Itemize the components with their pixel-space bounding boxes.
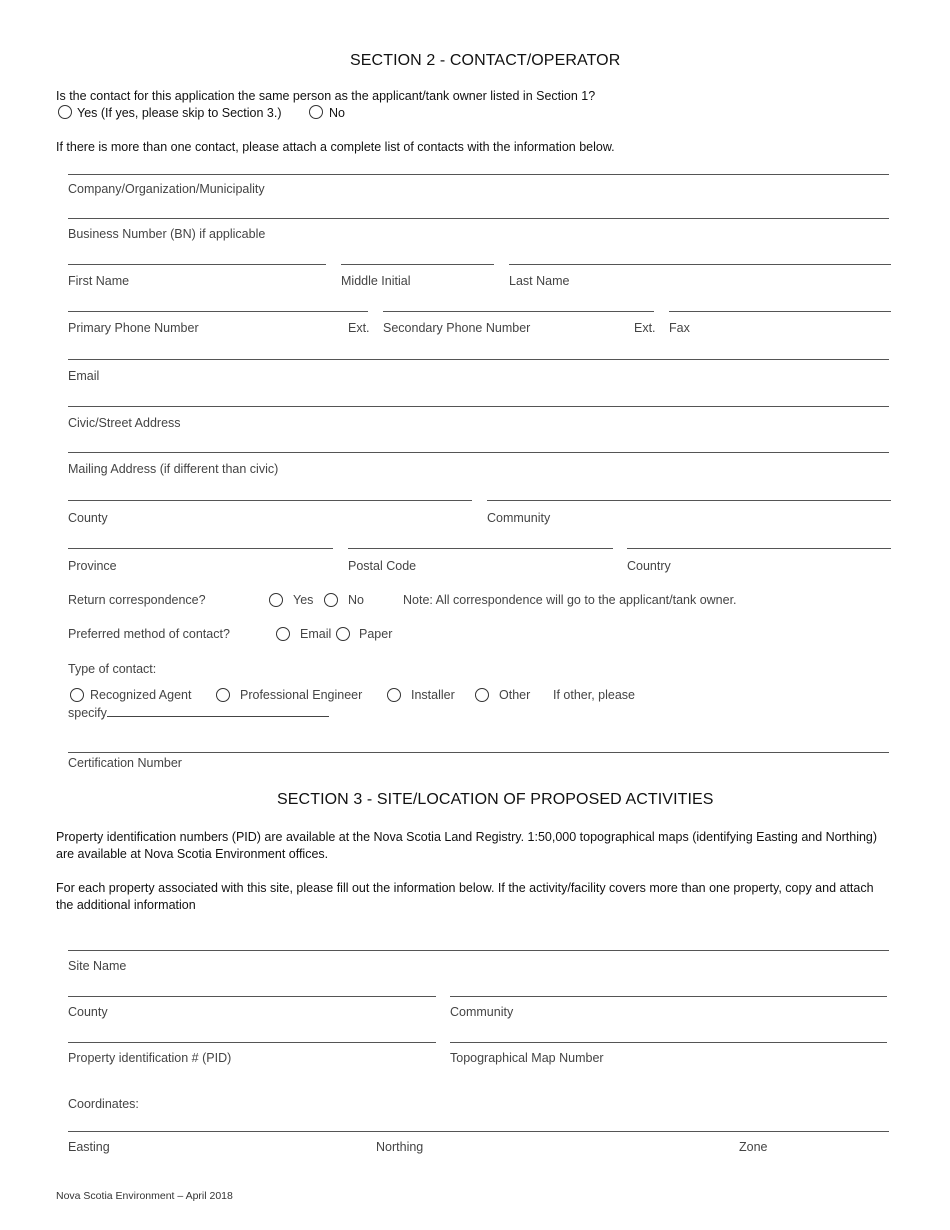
topo-map-input-line[interactable] [450, 1042, 887, 1043]
country-label: Country [627, 559, 671, 573]
fax-label: Fax [669, 321, 690, 335]
primary-phone-label: Primary Phone Number [68, 321, 199, 335]
preferred-contact-email-radio[interactable] [276, 627, 290, 641]
preferred-contact-email-label: Email [300, 627, 332, 641]
site-county-label: County [68, 1005, 108, 1019]
preferred-contact-paper-radio[interactable] [336, 627, 350, 641]
preferred-contact-label: Preferred method of contact? [68, 627, 230, 641]
certification-number-label: Certification Number [68, 756, 182, 770]
return-correspondence-no-label: No [348, 593, 364, 607]
site-county-input-line[interactable] [68, 996, 436, 997]
section3-para-instructions: For each property associated with this site, please fill out the information below. If the activity/facility covers more than one property, copy and attach the additional information [56, 881, 874, 912]
business-number-input-line[interactable] [68, 218, 889, 219]
site-community-input-line[interactable] [450, 996, 887, 997]
last-name-label: Last Name [509, 274, 570, 288]
type-recognized-agent-radio[interactable] [70, 688, 84, 702]
specify-input-line[interactable] [107, 705, 329, 717]
first-name-label: First Name [68, 274, 130, 288]
type-other-prompt: If other, please [553, 688, 636, 702]
section3-title: SECTION 3 - SITE/LOCATION OF PROPOSED ACTIVITIES [277, 791, 714, 808]
type-professional-engineer-radio[interactable] [216, 688, 230, 702]
pid-input-line[interactable] [68, 1042, 436, 1043]
pid-label: Property identification # (PID) [68, 1051, 232, 1065]
coordinates-label: Coordinates: [68, 1097, 139, 1111]
middle-initial-input-line[interactable] [341, 264, 494, 265]
country-input-line[interactable] [627, 548, 891, 549]
email-input-line[interactable] [68, 359, 889, 360]
primary-phone-input-line[interactable] [68, 311, 368, 312]
more-contacts-note: If there is more than one contact, please attach a complete list of contacts with the information below. [56, 140, 615, 154]
county-input-line[interactable] [68, 500, 472, 501]
type-other-radio[interactable] [475, 688, 489, 702]
specify-row [68, 705, 329, 720]
section3-para-pid: Property identification numbers (PID) are available at the Nova Scotia Land Registry. 1:50,000 topographical maps (identifying Easting and Northing) are available at Nova Scotia Environment offices. [56, 830, 878, 861]
preferred-contact-paper-label: Paper [359, 627, 393, 641]
province-label: Province [68, 559, 117, 573]
postal-code-input-line[interactable] [348, 548, 613, 549]
same-contact-no-radio[interactable] [309, 105, 323, 119]
same-contact-no-label: No [329, 106, 345, 120]
section2-title: SECTION 2 - CONTACT/OPERATOR [350, 52, 621, 69]
province-input-line[interactable] [68, 548, 333, 549]
business-number-label: Business Number (BN) if applicable [68, 227, 266, 241]
mailing-address-input-line[interactable] [68, 452, 889, 453]
civic-address-input-line[interactable] [68, 406, 889, 407]
first-name-input-line[interactable] [68, 264, 326, 265]
return-correspondence-label: Return correspondence? [68, 593, 206, 607]
company-label: Company/Organization/Municipality [68, 182, 265, 196]
postal-code-label: Postal Code [348, 559, 417, 573]
middle-initial-label: Middle Initial [341, 274, 411, 288]
type-installer-label: Installer [411, 688, 455, 702]
mailing-address-label: Mailing Address (if different than civic) [68, 462, 279, 476]
footer: Nova Scotia Environment – April 2018 [56, 1190, 233, 1202]
same-contact-yes-radio[interactable] [58, 105, 72, 119]
topo-map-label: Topographical Map Number [450, 1051, 604, 1065]
secondary-phone-input-line[interactable] [383, 311, 654, 312]
return-correspondence-yes-label: Yes [293, 593, 314, 607]
community-label: Community [487, 511, 551, 525]
northing-label: Northing [376, 1140, 424, 1154]
community-input-line[interactable] [487, 500, 891, 501]
zone-label: Zone [739, 1140, 768, 1154]
company-input-line[interactable] [68, 174, 889, 175]
fax-input-line[interactable] [669, 311, 891, 312]
ext-label-1: Ext. [348, 321, 370, 335]
coordinates-input-line[interactable] [68, 1131, 889, 1132]
certification-number-input-line[interactable] [68, 752, 889, 753]
civic-address-label: Civic/Street Address [68, 416, 181, 430]
site-name-label: Site Name [68, 959, 127, 973]
county-label: County [68, 511, 108, 525]
same-contact-yes-label: Yes (If yes, please skip to Section 3.) [77, 106, 282, 120]
site-name-input-line[interactable] [68, 950, 889, 951]
email-label: Email [68, 369, 100, 383]
return-correspondence-no-radio[interactable] [324, 593, 338, 607]
specify-label: specify [68, 706, 107, 720]
same-contact-question: Is the contact for this application the same person as the applicant/tank owner listed in Section 1? [56, 89, 596, 103]
type-recognized-agent-label: Recognized Agent [90, 688, 192, 702]
return-correspondence-yes-radio[interactable] [269, 593, 283, 607]
type-other-label: Other [499, 688, 531, 702]
type-installer-radio[interactable] [387, 688, 401, 702]
type-of-contact-label: Type of contact: [68, 662, 157, 676]
last-name-input-line[interactable] [509, 264, 891, 265]
ext-label-2: Ext. [634, 321, 656, 335]
return-correspondence-note: Note: All correspondence will go to the applicant/tank owner. [403, 593, 737, 607]
site-community-label: Community [450, 1005, 514, 1019]
secondary-phone-label: Secondary Phone Number [383, 321, 531, 335]
type-professional-engineer-label: Professional Engineer [240, 688, 363, 702]
easting-label: Easting [68, 1140, 110, 1154]
